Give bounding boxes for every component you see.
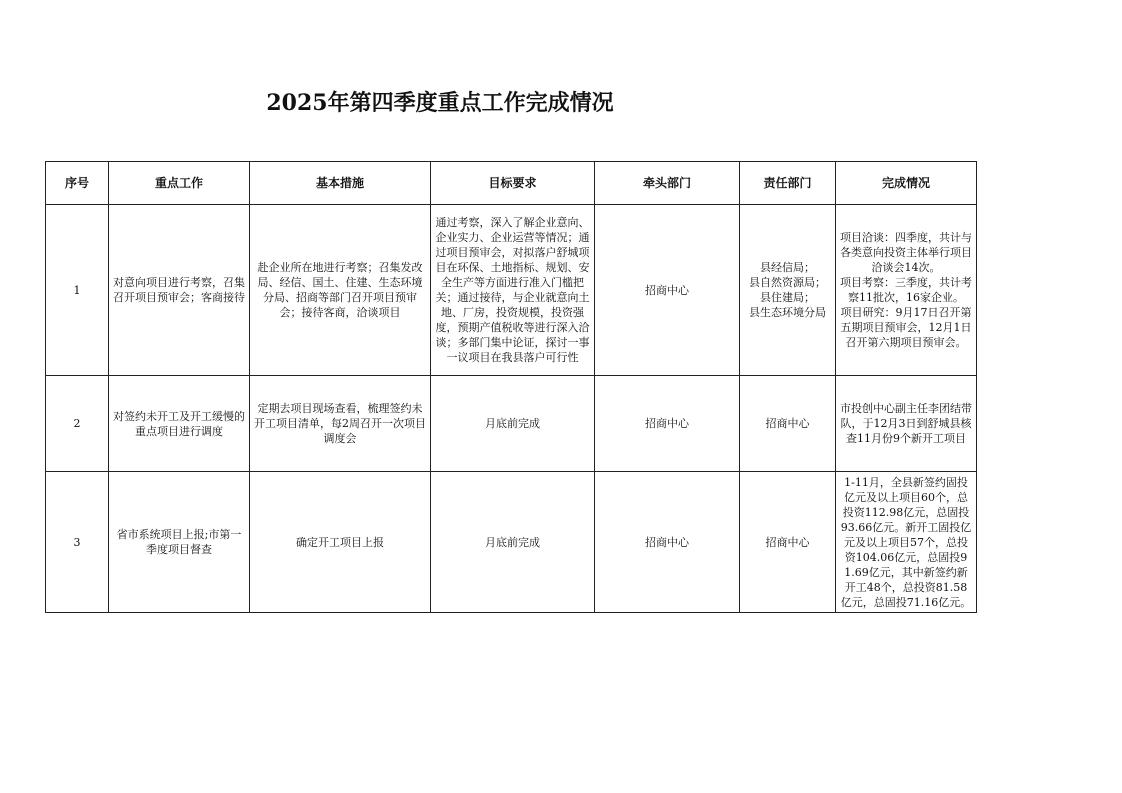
header-goal: 目标要求	[431, 162, 595, 205]
cell-measures: 确定开工项目上报	[250, 472, 431, 613]
cell-no: 2	[46, 376, 109, 472]
table-header-row	[46, 162, 977, 205]
header-result: 完成情况	[836, 162, 977, 205]
header-no: 序号	[46, 162, 109, 205]
cell-no: 1	[46, 205, 109, 376]
cell-no: 3	[46, 472, 109, 613]
cell-result: 项目洽谈：四季度，共计与各类意向投资主体举行项目洽谈会14次。 项目考察：三季度，共计考察11批次，16家企业。 项目研究：9月17日召开第五期项目预审会，12月1日召开第六期项目预审会。	[836, 205, 977, 376]
page-title: 2025年第四季度重点工作完成情况	[266, 90, 614, 116]
cell-resp-dept: 招商中心	[740, 472, 836, 613]
cell-work: 对签约未开工及开工缓慢的重点项目进行调度	[109, 376, 250, 472]
cell-resp-dept: 招商中心	[740, 376, 836, 472]
cell-goal: 月底前完成	[431, 376, 595, 472]
cell-goal: 通过考察，深入了解企业意向、企业实力、企业运营等情况；通过项目预审会，对拟落户舒城项目在环保、土地指标、规划、安全生产等方面进行准入门槛把关；通过接待，与企业就意向土地、厂房，投资规模，投资强度，预期产值税收等进行深入洽谈；多部门集中论证，探讨一事一议项目在我县落户可行性	[431, 205, 595, 376]
cell-work: 对意向项目进行考察，召集召开项目预审会；客商接待	[109, 205, 250, 376]
cell-lead-dept: 招商中心	[595, 376, 740, 472]
cell-result: 市投创中心副主任李团结带队，于12月3日到舒城县核查11月份9个新开工项目	[836, 376, 977, 472]
cell-work: 省市系统项目上报;市第一季度项目督查	[109, 472, 250, 613]
table-row	[46, 376, 977, 472]
cell-goal: 月底前完成	[431, 472, 595, 613]
cell-lead-dept: 招商中心	[595, 472, 740, 613]
header-lead-dept: 牵头部门	[595, 162, 740, 205]
cell-resp-dept: 县经信局； 县自然资源局； 县住建局； 县生态环境分局	[740, 205, 836, 376]
header-resp-dept: 责任部门	[740, 162, 836, 205]
work-table	[45, 161, 977, 613]
cell-measures: 赴企业所在地进行考察；召集发改局、经信、国土、住建、生态环境分局、招商等部门召开项目预审会；接待客商，洽谈项目	[250, 205, 431, 376]
cell-measures: 定期去项目现场查看，梳理签约未开工项目清单，每2周召开一次项目调度会	[250, 376, 431, 472]
header-work: 重点工作	[109, 162, 250, 205]
table-row	[46, 472, 977, 613]
cell-result: 1-11月，全县新签约固投亿元及以上项目60个，总投资112.98亿元，总固投93.66亿元。新开工固投亿元及以上项目57个，总投资104.06亿元，总固投91.69亿元，其中新签约新开工48个，总投资81.58亿元，总固投71.16亿元。	[836, 472, 977, 613]
header-measures: 基本措施	[250, 162, 431, 205]
cell-lead-dept: 招商中心	[595, 205, 740, 376]
table-row	[46, 205, 977, 376]
